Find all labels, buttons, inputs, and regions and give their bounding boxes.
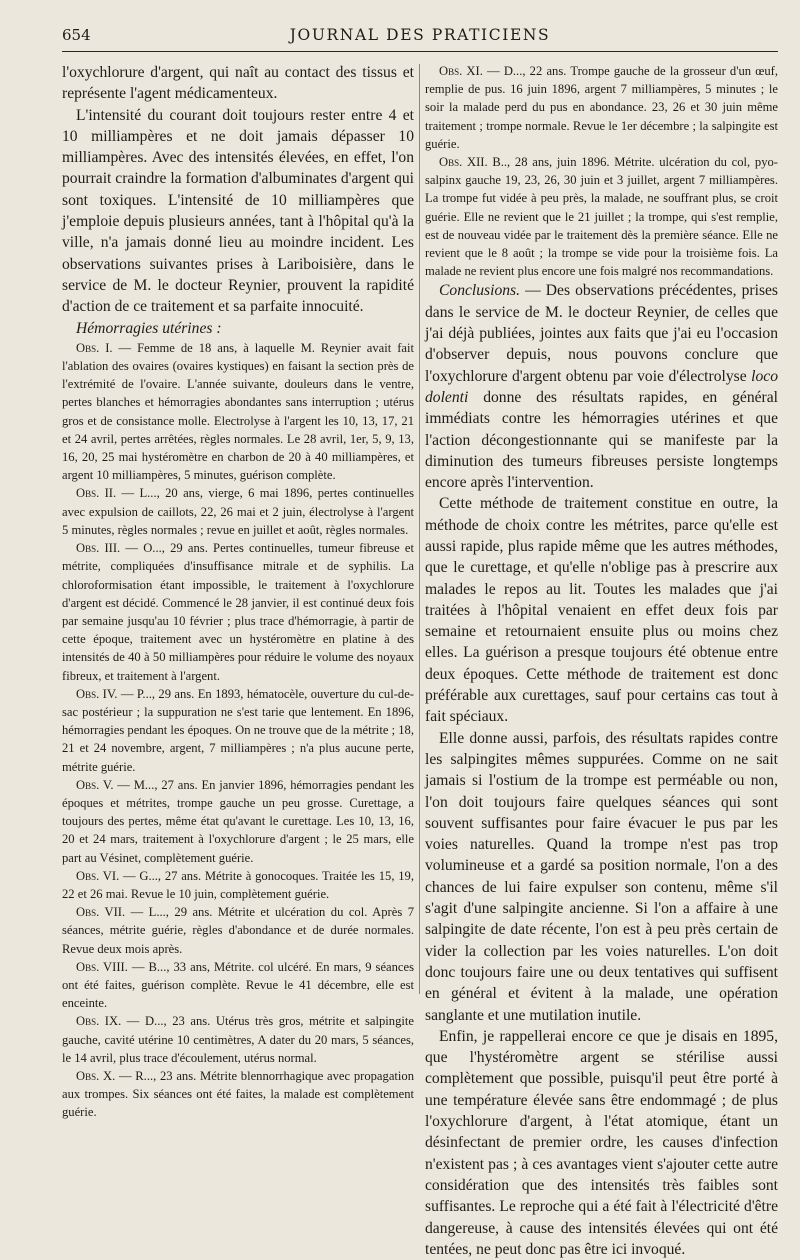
latin-phrase: loco dolenti	[425, 367, 778, 406]
column-divider	[419, 64, 420, 994]
observation	[62, 339, 414, 485]
observation-text: — M..., 27 ans. En janvier 1896, hémorragies pendant les époques et métrites, trompe gauche un peu grosse. Curettage, a toujours des pertes, même état qu'avant le curettage. Les 10, 13, 16, 20 et 24 mars, traitement à l'oxychlorure d'argent ; le 25 mars, elle part au Vésinet, complètement guérie.	[62, 777, 414, 865]
paragraph: Cette méthode de traitement constitue en outre, la méthode de choix contre les métrites, parce qu'elle est aussi rapide, plus rapide même que les autres méthodes, que le curettage, et qu'elle n'oblige pas à prescrire aux malades le repos au lit. Toutes les malades que j'ai traitées à l'hôpital venaient en effet deux fois par semaine et retournaient ensuite plus ou moins chez elles. La guérison a presque toujours été obtenue entre deux époques. Cette méthode de traitement est donc préférable aux curettages, sauf pour certains cas tout à fait spéciaux.	[425, 495, 778, 726]
conclusions-text: — Des observations précédentes, prises dans le service de M. le docteur Reynier, de celles que j'ai déjà publiées, jointes aux faits que j'ai eu l'occasion d'observer depuis, nous pouvons conclure que l'oxychlorure d'argent obtenu par voie d'électrolyse	[425, 282, 778, 385]
observation-label: Obs. V.	[76, 777, 114, 792]
observation-text: — D..., 22 ans. Trompe gauche de la grosseur d'un œuf, remplie de pus. 16 juin 1896, argent 7 milliampères, 5 minutes ; le soir la malade perd du pus en abondance. 23, 26 et 30 juin même traitement ; trompe normale. Revue le 1er décembre ; la salpingite est guérie.	[425, 64, 779, 151]
observation-text: — P..., 29 ans. En 1893, hématocèle, ouverture du cul-de-sac postérieur ; la suppuration ne s'est tarie que lentement. En 1896, hémorragies pendant les époques. On ne trouve que de la métrite ; 18, 21 et 24 novembre, argent, 7 milliampères ; n'a plus aucune perte, métrite guérie.	[62, 686, 414, 774]
observation-label: Obs. II.	[76, 486, 117, 501]
left-column	[62, 62, 414, 1122]
observation-text: — Femme de 18 ans, à laquelle M. Reynier avait fait l'ablation des ovaires (ovaires kystiques) en faisant la section près de l'extrémité de l'ovaire. L'année suivante, douleurs dans le ventre, pertes blanches et hémorragies abondantes sans interruption ; utérus gros et de consistance molle. Electrolyse à l'argent les 10, 13, 17, 21 et 24 avril, pertes arrêtées, règles normales. Le 28 avril, 1er, 5, 9, 13, 16, 20, 25 mai hystéromètre en charbon de 20 à 40 milliampères, et argent 10 milliampères, 5 minutes, guérison complète.	[62, 340, 414, 483]
paragraph: Elle donne aussi, parfois, des résultats rapides contre les salpingites mêmes suppurées. Comme on ne sait jamais si l'ostium de la trompe est perméable ou non, l'on doit toujours faire quelques séances qui sont souvent suffisantes pour faire évacuer le pus par les voies naturelles. Quand la trompe n'est pas trop volumineuse et a gardé sa position normale, l'on a des chances de lui faire expulser son contenu, même s'il s'agit d'une salpingite ancienne. Si l'on a affaire à une salpingite de date récente, l'on est à peu près certain de vider la collection par les voies naturelles. L'on doit donc toujours faire une ou deux tentatives qui suffisent en général et évitent à la malade, une opération sanglante et une mutilation inutile.	[425, 729, 778, 1024]
observation	[62, 1012, 414, 1067]
observation	[62, 1067, 414, 1122]
observation	[62, 776, 414, 867]
observation-text: — D..., 23 ans. Utérus très gros, métrite et salpingite gauche, cavité utérine 10 centimètres, A dater du 20 mars, 5 séances, le 14 avril, plus trace d'écoulement, utérus normal.	[62, 1014, 414, 1065]
paragraph: l'oxychlorure d'argent, qui naît au contact des tissus et représente l'agent médicamenteux.	[62, 64, 414, 103]
observation-label: Obs. III.	[76, 541, 121, 556]
observation-text: — R..., 23 ans. Métrite blennorrhagique avec propagation aux trompes. Six séances ont été faites, la malade est complètement guérie.	[62, 1068, 414, 1120]
conclusions-text: donne des résultats rapides, en général immédiats contre les hémorragies utérines et que l'action décongestionnante qui se manifeste par la diminution des tumeurs fibreuses persiste longtemps encore après l'intervention.	[425, 388, 778, 492]
observation	[62, 539, 414, 685]
observation-label: Obs. VI.	[76, 868, 120, 883]
conclusions-paragraph	[425, 280, 778, 493]
observation	[425, 153, 778, 280]
observation	[62, 484, 414, 539]
journal-title: JOURNAL DES PRATICIENS	[289, 26, 551, 44]
observation-label: Obs. XII.	[439, 155, 488, 170]
observation-label: Obs. IV.	[76, 686, 118, 701]
observation-text: — B..., 33 ans, Métrite. col ulcéré. En mars, 9 séances ont été faites, guérison complète. Revue le 41 décembre, elle est enceinte.	[62, 959, 415, 1011]
header-rule	[62, 51, 778, 52]
observation-text: — L..., 29 ans. Métrite et ulcération du col. Après 7 séances, métrite guérie, règles d'abondance et de durée normales. Revue deux mois après.	[62, 905, 414, 956]
observation-text: — G..., 27 ans. Métrite à gonocoques. Traitée les 15, 19, 22 et 26 mai. Revue le 10 juin, complètement guérie.	[62, 868, 414, 901]
observation-text: — L..., 20 ans, vierge, 6 mai 1896, pertes continuelles avec expulsion de caillots, 22, 26 mai et 2 juin, électrolyse à l'argent 5 minutes, règles normales ; revue en juillet et août, règles normales.	[62, 486, 414, 537]
section-title: Hémorragies utérines :	[76, 319, 222, 337]
page-header	[62, 26, 778, 48]
observation-label: Obs. VIII.	[76, 959, 128, 974]
observation	[62, 903, 414, 958]
page-number: 654	[62, 26, 91, 44]
paragraph: Enfin, je rappellerai encore ce que je disais en 1895, que l'hystéromètre argent se stérilise aussi complètement que possible, puisqu'il peut être porté à une température élevée sans être endommagé ; de plus l'oxychlorure d'argent, à l'état atomique, étant un désinfectant de premier ordre, les causes d'infection n'existent pas ; à ces avantages vient s'ajouter cette autre considération que des intensités très faibles sont suffisantes. Le reproche qui a été fait à l'électricité d'être dangereuse, à cause des intensités élevées qui ont été tentées, ne peut donc pas être ici invoqué.	[425, 1027, 778, 1258]
observation-label: Obs. XI.	[439, 64, 483, 78]
observation-label: Obs. VII.	[76, 905, 126, 920]
observation	[62, 958, 414, 1013]
observation	[62, 685, 414, 776]
right-column	[425, 62, 778, 1260]
conclusions-label: Conclusions.	[439, 282, 521, 300]
observation-text: — O..., 29 ans. Pertes continuelles, tumeur fibreuse et métrite, compliquées d'insuffisance mitrale et de syphilis. La chloroformisation étant impossible, le traitement à l'oxychlorure d'argent est décidé. Commencé le 28 janvier, il est continué deux fois par semaine jusqu'au 10 février ; plus trace d'hémorragie, à partir de cette époque, traitement avec un hystéromètre en platine à des intensités de 40 à 50 milliampères pour réduire le volume des noyaux fibreux, et traitement à l'argent.	[62, 541, 415, 683]
observation-label: Obs. I.	[76, 340, 113, 355]
observation-text: B.., 28 ans, juin 1896. Métrite. ulcération du col, pyo-salpinx gauche 19, 23, 26, 30 juin et 3 juillet, argent 7 milliampères. La trompe fut vidée à peu près, la malade, ne souffrant plus, se croit guérie. Elle ne revient que le 21 juillet ; la trompe, qui s'est remplie, est de nouveau vidée par le traitement dès la première séance. Elle ne revient que le 8 août ; la trompe se vide pour la troisième fois. La malade ne revient plus encore une fois malgré nos recommandations.	[425, 155, 779, 279]
observation	[62, 867, 414, 903]
observation-label: Obs. X.	[76, 1068, 116, 1083]
observation	[425, 62, 778, 153]
paragraph: L'intensité du courant doit toujours rester entre 4 et 10 milliampères et ne doit jamais dépasser 10 milliampères. Avec des intensités élevées, en effet, l'on pourrait craindre la formation d'albuminates d'argent qui sont toxiques. L'intensité de 10 milliampères que j'emploie depuis plusieurs années, tant à l'hôpital qu'à la ville, n'a jamais donné lieu au moindre incident. Les observations suivantes prises à Lariboisière, dans le service de M. le docteur Reynier, prouvent la rapidité d'action de ce traitement et sa parfaite innocuité.	[62, 106, 414, 316]
observation-label: Obs. IX.	[76, 1014, 122, 1029]
